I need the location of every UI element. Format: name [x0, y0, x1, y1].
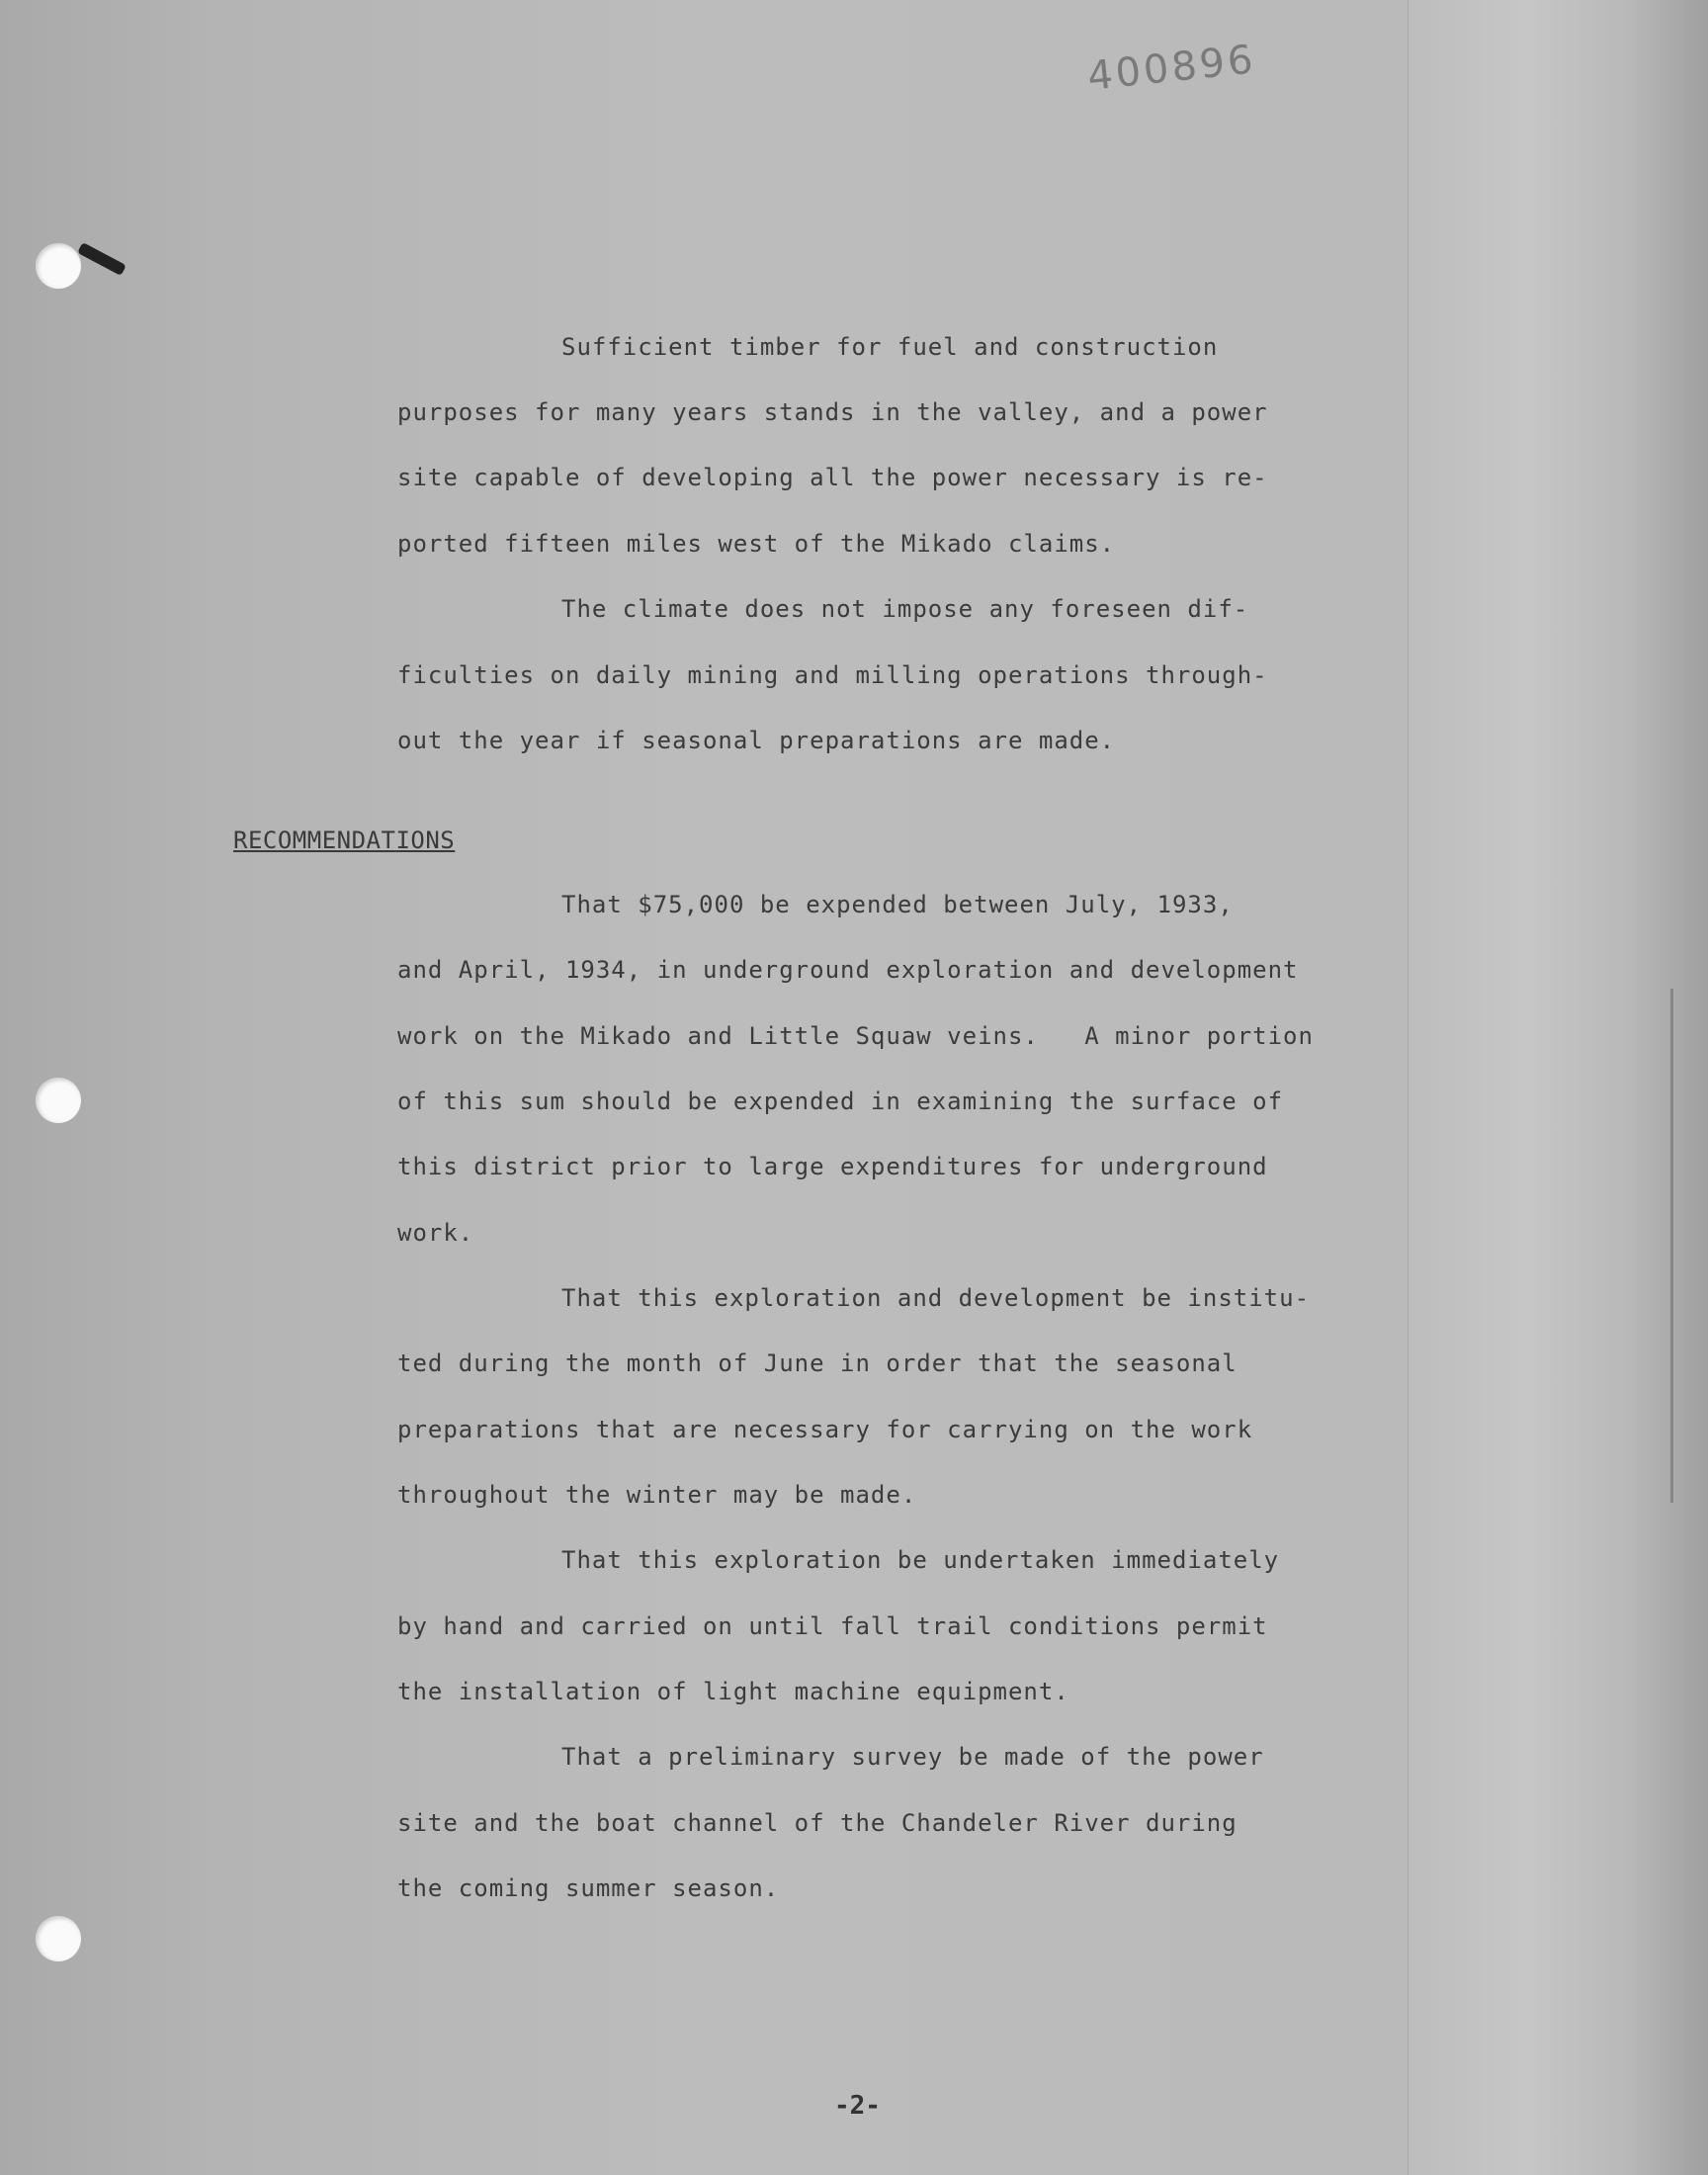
text-line-23: the coming summer season.	[397, 1874, 780, 1902]
page-edge-shadow	[1670, 989, 1673, 1503]
section-heading: RECOMMENDATIONS	[233, 826, 456, 854]
text-line-12: this district prior to large expenditures for underground	[397, 1153, 1268, 1180]
text-line-18: That this exploration be undertaken immediately	[561, 1546, 1280, 1574]
text-line-7: out the year if seasonal preparations are made.	[397, 727, 1116, 754]
text-line-20: the installation of light machine equipment.	[397, 1678, 1069, 1705]
text-line-6: ficulties on daily mining and milling operations through-	[397, 661, 1268, 689]
punch-hole-top	[36, 243, 81, 289]
text-line-19: by hand and carried on until fall trail conditions permit	[397, 1612, 1268, 1640]
text-line-16: preparations that are necessary for carrying on the work	[397, 1416, 1253, 1443]
text-line-8: That $75,000 be expended between July, 1933,	[561, 891, 1234, 918]
document-stamp-number: 400896	[1085, 37, 1258, 100]
text-line-1: Sufficient timber for fuel and construction	[561, 333, 1219, 361]
punch-hole-middle	[36, 1078, 81, 1123]
text-line-15: ted during the month of June in order that the seasonal	[397, 1349, 1238, 1377]
text-line-4: ported fifteen miles west of the Mikado claims.	[397, 530, 1116, 558]
ink-smudge	[77, 242, 127, 276]
text-line-21: That a preliminary survey be made of the power	[561, 1743, 1264, 1771]
text-line-9: and April, 1934, in underground exploration and development	[397, 956, 1299, 984]
text-line-3: site capable of developing all the power necessary is re-	[397, 464, 1268, 491]
text-line-13: work.	[397, 1219, 474, 1247]
text-line-11: of this sum should be expended in examining the surface of	[397, 1088, 1284, 1115]
page-number: -2-	[834, 2091, 881, 2121]
text-line-22: site and the boat channel of the Chandeler River during	[397, 1809, 1238, 1837]
text-line-5: The climate does not impose any foreseen dif-	[561, 595, 1249, 623]
page-margin-strip	[1408, 0, 1708, 2175]
punch-hole-bottom	[36, 1916, 81, 1961]
text-line-10: work on the Mikado and Little Squaw veins. A minor portion	[397, 1022, 1314, 1050]
text-line-14: That this exploration and development be institu-	[561, 1284, 1311, 1312]
text-line-2: purposes for many years stands in the valley, and a power	[397, 398, 1268, 426]
text-line-17: throughout the winter may be made.	[397, 1481, 917, 1509]
